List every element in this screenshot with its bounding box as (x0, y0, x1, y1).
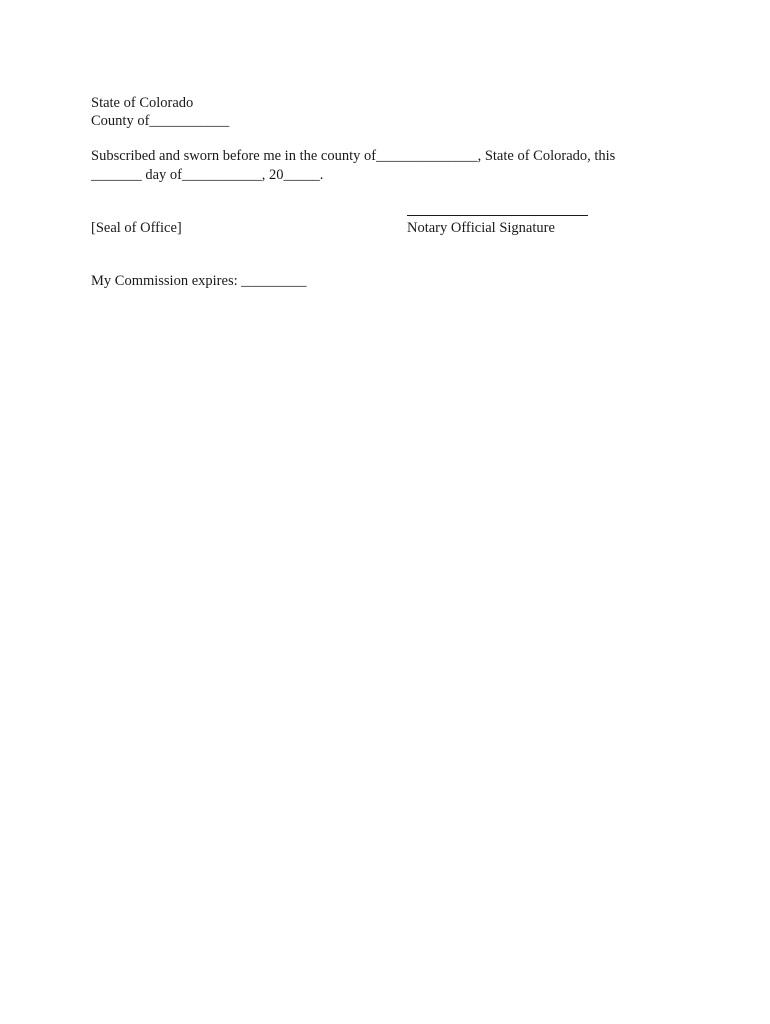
jurat-line-2: _______ day of___________, 20_____. (91, 167, 324, 183)
notary-signature-label: Notary Official Signature (407, 220, 555, 236)
signature-line (407, 215, 588, 216)
commission-expires-line: My Commission expires: _________ (91, 273, 307, 289)
state-line: State of Colorado (91, 95, 194, 111)
county-line: County of___________ (91, 113, 230, 129)
jurat-line-1: Subscribed and sworn before me in the county of______________, State of Colorado, this (91, 148, 616, 164)
seal-of-office-label: [Seal of Office] (91, 220, 182, 236)
